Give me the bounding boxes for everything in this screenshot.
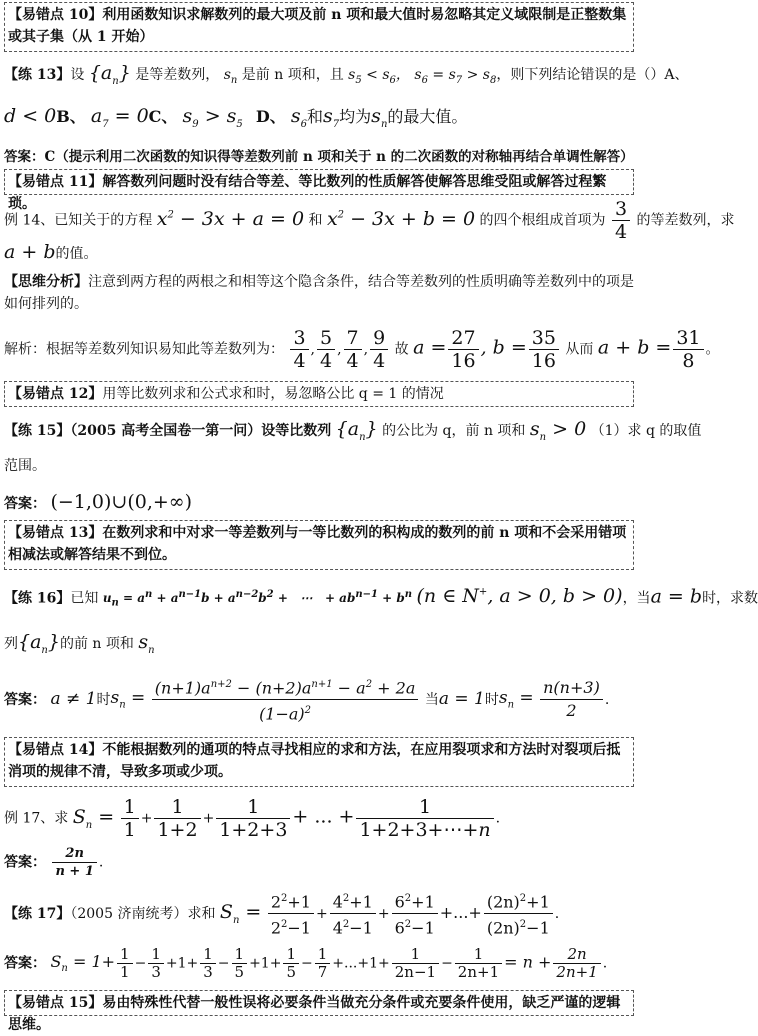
math-a-plus-b: a + b (4, 241, 56, 263)
math-sum-formula: $\frac{(n+1)a^{n+2} - (n+2)a^{n+1} - a^2 + 2a}{(1-a)^2}$ (152, 674, 419, 726)
exercise-16: 【练 16】已知 $u_n = a^n + a^{n-1}b + a^{n-2}b^2$ + ⋯ + $ab^{n-1} + b^n$ (n ∈ N+, a > 0, b > 0)，当a = b时，求数 列$\{a_n\}$的前 n 项和 $s_n$ 答案： a ≠ 1时$s_n$ = $\frac{(n+1)a^{n+2} - (n+2)a^{n+1} - a^2 + 2a}{(1-a)^2}$ 当a = 1时$s_n$ = $\frac{n(n+3)}{2}$ . (4, 585, 758, 724)
math-equation-1: $x^2 - 3x + a = 0$ (156, 207, 305, 230)
math-seq-an: $\{a_n\}$ (18, 630, 60, 656)
example-14: 例 14、已知关于的方程 $x^2 - 3x + a = 0$ 和 $x^2 - 3x + b = 0$ 的四个根组成首项为 $\frac{3}{4}$ 的等差数列，求 a + b的值。 【思维分析】注意到两方程的两根之和相等这个隐含条件，结合等差数列的性质明确等差数列中的项是如何排列的。 解析：根据等差数列知识易知此等差数列为： $\frac{3}{4}$ , $\frac{5}{4}$ , $\frac{7}{4}$ , $\frac{9}{4}$ 故 a = $\frac{27}{16}$ , b = $\frac{35}{16}$ 从而 a + b = $\frac{31}{8}$ 。 (4, 198, 735, 372)
analysis: 【思维分析】注意到两方程的两根之和相等这个隐含条件，结合等差数列的性质明确等差数列中的项是如何排列的。 (4, 274, 634, 312)
math-series: $\frac{2^2+1}{2^2-1}$ (268, 888, 314, 940)
example-17: 例 17、求 $S_n$ = $\frac{1}{1}$ + $\frac{1}{1+2}$ + $\frac{1}{1+2+3}$ + ... + $\frac{1}{1+2+3+\cdots+n}$ . 答案： $\frac{2n}{n + 1}$ . (4, 796, 501, 879)
math-sn: $S_n$ = (72, 805, 115, 831)
error-point-text: 利用函数知识求解数列的最大项及前 n 项和最大值时易忽略其定义域限制是正整数集或其子集（从 1 开始） (8, 7, 627, 45)
error-point-tag: 【易错点 10】 (8, 7, 103, 23)
error-point-14: 【易错点 14】不能根据数列的通项的特点寻找相应的求和方法，在应用裂项求和方法时对裂项后抵消项的规律不清，导致多项或少项。 (4, 737, 634, 787)
math-fraction: $\frac{3}{4}$ (290, 327, 308, 372)
math-sn-positive: $s_n > 0$ (529, 418, 587, 443)
math-option-a: d < 0 (4, 104, 57, 127)
math-series: $\frac{1}{1}$ (121, 796, 139, 841)
math-seq-an: $\{a_n\}$ (88, 62, 131, 87)
exercise-tag: 【练 13】 (4, 67, 71, 83)
math-equation-2: $x^2 - 3x + b = 0$ (326, 207, 476, 230)
math-option-b: $a_7 = 0$ (90, 104, 149, 130)
math-domain: (n ∈ N+, a > 0, b > 0) (416, 585, 623, 608)
error-point-10 (4, 2, 634, 52)
math-sn: $s_n$ (223, 67, 238, 86)
math-answer-fraction: $\frac{2n}{n + 1}$ (52, 845, 96, 880)
math-sn: $s_n$ (138, 630, 155, 656)
math-option-c: $s_9 > s_5$ (182, 104, 243, 130)
math-fraction: $\frac{3}{4}$ (612, 198, 630, 243)
math-option-d: $s_6$ (290, 104, 307, 130)
math-condition: $s_5 < s_6$， $s_6 = s_7 > s_8$ (348, 67, 497, 86)
math-seq-an: $\{a_n\}$ (335, 418, 378, 443)
error-point-12: 【易错点 12】用等比数列求和公式求和时，易忽略公比 q = 1 的情况 (4, 381, 634, 407)
exercise-15: 【练 15】（2005 高考全国卷一第一问）设等比数列 $\{a_n\}$ 的公比为 q，前 n 项和 $s_n > 0$ （1）求 q 的取值 范围。 答案： (−1,0)∪(0,+∞) (4, 418, 702, 513)
solution: 解析：根据等差数列知识易知此等差数列为： $\frac{3}{4}$ , $\frac{5}{4}$ , $\frac{7}{4}$ , $\frac{9}{4}$ 故 a = $\frac{27}{16}$ , b = $\frac{35}{16}$ 从而 a + b = $\frac{31}{8}$ 。 (4, 327, 720, 372)
error-point-15: 【易错点 15】易由特殊性代替一般性误将必要条件当做充分条件或充要条件使用，缺乏严谨的逻辑思维。 (4, 990, 634, 1016)
error-point-13: 【易错点 13】在数列求和中对求一等差数列与一等比数列的积构成的数列的前 n 项和不会采用错项相减法或解答结果不到位。 (4, 520, 634, 570)
error-point-11: 【易错点 11】解答数列问题时没有结合等差、等比数列的性质解答使解答思维受阻或解答过程繁琐。 (4, 169, 634, 195)
answer-text: 答案：C（提示利用二次函数的知识得等差数列前 n 项和关于 n 的二次函数的对称轴再结合单调性解答） (4, 148, 634, 165)
practice-17: 【练 17】（2005 济南统考）求和 $S_n$ = $\frac{2^2+1}{2^2-1}$ + $\frac{4^2+1}{4^2-1}$ + $\frac{6^2+1}{6^2-1}$ +...+ $\frac{(2n)^2+1}{(2n)^2-1}$ . 答案： $S_n = 1+$ $\frac{1}{1}$ − $\frac{1}{3}$ +1+ $\frac{1}{3}$ − $\frac{1}{5}$ +1+ $\frac{1}{5}$ − $\frac{1}{7}$ +...+1+ $\frac{1}{2n-1}$ − $\frac{1}{2n+1}$ = n + $\frac{2n}{2n+1}$ . (4, 888, 634, 981)
math-answer-series: $S_n = 1+$ (50, 952, 116, 975)
exercise-13: 【练 13】设 $\{a_n\}$ 是等差数列， $s_n$ 是前 n 项和，且 $s_5 < s_6$， $s_6 = s_7 > s_8$，则下列结论错误的是（）A、 d < 0B、 $a_7 = 0C$、 $s_9 > s_5$ D、 $s_6$和$s_7$均为$s_n$的最大值。 答案：C（提示利用二次函数的知识得等差数列前 n 项和关于 n 的二次函数的对称轴再结合单调性解答） (4, 62, 634, 168)
math-un-formula: $u_n = a^n + a^{n-1}b + a^{n-2}b^2$ + ⋯ + $ab^{n-1} + b^n$ (102, 589, 413, 609)
math-answer-interval: (−1,0)∪(0,+∞) (50, 490, 193, 513)
